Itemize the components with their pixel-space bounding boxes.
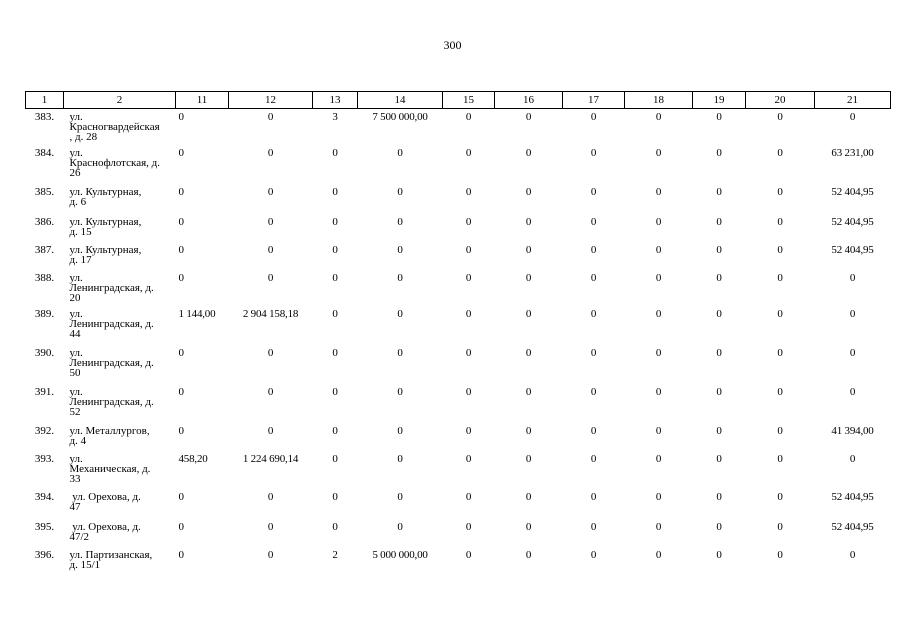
value-cell-col-20: 0	[777, 548, 783, 561]
value-cell-col-12: 2 904 158,18	[242, 307, 299, 320]
value-cell-col-19: 0	[716, 548, 722, 561]
address-line: 47/2	[69, 530, 90, 543]
value-cell-col-16: 0	[525, 490, 532, 503]
value-cell-col-21: 0	[849, 307, 856, 320]
value-cell-col-16: 0	[525, 271, 532, 284]
value-cell-col-18: 0	[655, 490, 662, 503]
address-line: Механическая, д.	[69, 462, 151, 475]
value-cell-col-18: 0	[655, 520, 662, 533]
value-cell-col-14: 7 500 000,00	[372, 111, 428, 123]
address-line: д. 15	[69, 225, 92, 238]
address-line: ул.	[69, 385, 83, 398]
value-cell-col-15: 0	[465, 307, 472, 320]
value-cell-col-13: 0	[332, 146, 338, 159]
address-cell	[64, 489, 176, 519]
value-cell-col-20: 0	[777, 490, 783, 503]
value-cell-col-20: 0	[777, 111, 783, 123]
row-number: 393.	[34, 452, 55, 465]
address-line: ул.	[69, 271, 83, 284]
value-cell-col-14: 0	[397, 146, 403, 159]
value-cell-col-13: 0	[332, 385, 338, 398]
value-cell-col-16: 0	[525, 385, 532, 398]
address-line: ул. Культурная,	[69, 243, 142, 256]
value-cell-col-21: 0	[849, 111, 856, 123]
value-cell-col-16: 0	[525, 185, 532, 198]
value-cell-col-12: 0	[267, 490, 274, 503]
value-cell-col-18: 0	[655, 215, 662, 228]
address-cell	[64, 214, 176, 242]
value-cell-col-20: 0	[777, 346, 783, 359]
value-cell-col-11: 0	[178, 385, 184, 398]
data-table	[25, 91, 891, 577]
value-cell-col-17: 0	[590, 111, 597, 123]
value-cell-col-18: 0	[655, 452, 662, 465]
address-line: д. 6	[69, 195, 87, 208]
value-cell-col-16: 0	[525, 111, 532, 123]
value-cell-col-12: 0	[267, 215, 274, 228]
address-line: 26	[69, 166, 81, 179]
address-cell	[64, 145, 176, 184]
column-header: 15	[443, 92, 495, 109]
value-cell-col-19: 0	[716, 346, 722, 359]
address-line: Ленинградская, д.	[69, 281, 154, 294]
table-row	[26, 306, 891, 345]
address-line: ул.	[69, 111, 83, 123]
table-row	[26, 270, 891, 306]
value-cell-col-19: 0	[716, 307, 722, 320]
table-row	[26, 384, 891, 423]
value-cell-col-14: 0	[397, 185, 403, 198]
value-cell-col-14: 0	[397, 490, 403, 503]
value-cell-col-18: 0	[655, 271, 662, 284]
value-cell-col-15: 0	[465, 146, 472, 159]
row-number: 384.	[34, 146, 55, 159]
value-cell-col-12: 0	[267, 385, 274, 398]
value-cell-col-17: 0	[590, 548, 597, 561]
address-cell	[64, 109, 176, 145]
value-cell-col-16: 0	[525, 452, 532, 465]
value-cell-col-20: 0	[777, 243, 783, 256]
address-line: 20	[69, 291, 81, 304]
table-row	[26, 109, 891, 145]
column-header: 1	[26, 92, 64, 109]
value-cell-col-12: 0	[267, 548, 274, 561]
table-row	[26, 423, 891, 451]
value-cell-col-11: 458,20	[178, 452, 208, 465]
row-number: 389.	[34, 307, 55, 320]
value-cell-col-13: 0	[332, 452, 338, 465]
value-cell-col-17: 0	[590, 520, 597, 533]
column-header: 14	[358, 92, 443, 109]
address-line: 33	[69, 472, 81, 485]
value-cell-col-14: 0	[397, 243, 403, 256]
address-line: ул.	[69, 146, 83, 159]
value-cell-col-16: 0	[525, 346, 532, 359]
value-cell-col-13: 0	[332, 424, 338, 437]
value-cell-col-17: 0	[590, 424, 597, 437]
address-cell	[64, 384, 176, 423]
value-cell-col-16: 0	[525, 146, 532, 159]
address-line: ул.	[69, 452, 83, 465]
value-cell-col-13: 0	[332, 185, 338, 198]
value-cell-col-21: 0	[849, 385, 856, 398]
value-cell-col-13: 2	[332, 548, 338, 561]
value-cell-col-18: 0	[655, 185, 662, 198]
value-cell-col-12: 1 224 690,14	[242, 452, 299, 465]
value-cell-col-15: 0	[465, 385, 472, 398]
value-cell-col-21: 0	[849, 271, 856, 284]
address-line: д. 17	[69, 253, 92, 266]
value-cell-col-20: 0	[777, 424, 783, 437]
value-cell-col-17: 0	[590, 146, 597, 159]
column-header: 2	[64, 92, 176, 109]
value-cell-col-13: 3	[332, 111, 338, 123]
value-cell-col-15: 0	[465, 215, 472, 228]
column-header: 17	[563, 92, 625, 109]
value-cell-col-18: 0	[655, 111, 662, 123]
address-line: Краснофлотская, д.	[69, 156, 160, 169]
value-cell-col-11: 0	[178, 548, 184, 561]
value-cell-col-17: 0	[590, 385, 597, 398]
value-cell-col-17: 0	[590, 346, 597, 359]
value-cell-col-21: 0	[849, 548, 856, 561]
value-cell-col-19: 0	[716, 243, 722, 256]
value-cell-col-11: 1 144,00	[178, 307, 216, 320]
value-cell-col-18: 0	[655, 385, 662, 398]
value-cell-col-11: 0	[178, 520, 184, 533]
address-line: , д. 28	[69, 131, 98, 143]
value-cell-col-17: 0	[590, 307, 597, 320]
value-cell-col-14: 0	[397, 424, 403, 437]
value-cell-col-21: 0	[849, 452, 856, 465]
value-cell-col-18: 0	[655, 346, 662, 359]
address-line: ул. Партизанская,	[69, 548, 153, 561]
value-cell-col-15: 0	[465, 243, 472, 256]
value-cell-col-15: 0	[465, 490, 472, 503]
value-cell-col-20: 0	[777, 146, 783, 159]
value-cell-col-11: 0	[178, 424, 184, 437]
value-cell-col-12: 0	[267, 424, 274, 437]
value-cell-col-11: 0	[178, 490, 184, 503]
table-row	[26, 214, 891, 242]
value-cell-col-20: 0	[777, 185, 783, 198]
value-cell-col-13: 0	[332, 243, 338, 256]
address-line: д. 4	[69, 434, 87, 447]
value-cell-col-13: 0	[332, 215, 338, 228]
value-cell-col-16: 0	[525, 307, 532, 320]
value-cell-col-18: 0	[655, 307, 662, 320]
value-cell-col-17: 0	[590, 215, 597, 228]
value-cell-col-12: 0	[267, 243, 274, 256]
value-cell-col-20: 0	[777, 215, 783, 228]
value-cell-col-20: 0	[777, 307, 783, 320]
table-body	[26, 109, 891, 577]
address-line: 47	[69, 500, 81, 513]
value-cell-col-12: 0	[267, 185, 274, 198]
row-number: 387.	[34, 243, 55, 256]
value-cell-col-21: 63 231,00	[831, 146, 874, 159]
table-row	[26, 547, 891, 577]
address-line: 50	[69, 366, 81, 379]
value-cell-col-12: 0	[267, 520, 274, 533]
value-cell-col-14: 0	[397, 346, 403, 359]
address-line: ул. Культурная,	[69, 215, 142, 228]
table-row	[26, 519, 891, 547]
value-cell-col-18: 0	[655, 243, 662, 256]
address-cell	[64, 184, 176, 214]
value-cell-col-15: 0	[465, 452, 472, 465]
value-cell-col-14: 0	[397, 385, 403, 398]
value-cell-col-21: 41 394,00	[831, 424, 874, 437]
value-cell-col-13: 0	[332, 307, 338, 320]
value-cell-col-21: 0	[849, 346, 856, 359]
address-cell	[64, 519, 176, 547]
value-cell-col-21: 52 404,95	[831, 215, 874, 228]
address-cell	[64, 242, 176, 270]
address-line: Ленинградская, д.	[69, 317, 154, 330]
value-cell-col-15: 0	[465, 520, 472, 533]
value-cell-col-19: 0	[716, 424, 722, 437]
value-cell-col-17: 0	[590, 185, 597, 198]
value-cell-col-19: 0	[716, 520, 722, 533]
row-number: 391.	[34, 385, 55, 398]
value-cell-col-19: 0	[716, 385, 722, 398]
page-number: 300	[443, 38, 462, 52]
address-line: ул. Орехова, д.	[69, 520, 141, 533]
value-cell-col-17: 0	[590, 243, 597, 256]
value-cell-col-14: 0	[397, 452, 403, 465]
value-cell-col-11: 0	[178, 185, 184, 198]
address-line: 44	[69, 327, 81, 340]
address-line: Ленинградская, д.	[69, 356, 154, 369]
value-cell-col-21: 52 404,95	[831, 243, 874, 256]
address-line: 52	[69, 405, 81, 418]
value-cell-col-17: 0	[590, 452, 597, 465]
address-cell	[64, 451, 176, 489]
row-number: 395.	[34, 520, 55, 533]
value-cell-col-11: 0	[178, 215, 184, 228]
table-row	[26, 345, 891, 384]
value-cell-col-17: 0	[590, 490, 597, 503]
value-cell-col-15: 0	[465, 424, 472, 437]
value-cell-col-11: 0	[178, 243, 184, 256]
value-cell-col-19: 0	[716, 271, 722, 284]
value-cell-col-15: 0	[465, 271, 472, 284]
value-cell-col-16: 0	[525, 215, 532, 228]
value-cell-col-15: 0	[465, 346, 472, 359]
value-cell-col-19: 0	[716, 146, 722, 159]
header-row	[26, 92, 891, 109]
address-cell	[64, 270, 176, 306]
value-cell-col-12: 0	[267, 346, 274, 359]
row-number: 396.	[34, 548, 55, 561]
row-number: 392.	[34, 424, 55, 437]
value-cell-col-14: 0	[397, 215, 403, 228]
address-cell	[64, 345, 176, 384]
column-header: 13	[313, 92, 358, 109]
value-cell-col-12: 0	[267, 111, 274, 123]
value-cell-col-21: 52 404,95	[831, 185, 874, 198]
table-row	[26, 451, 891, 489]
value-cell-col-14: 5 000 000,00	[372, 548, 428, 561]
column-header: 11	[176, 92, 229, 109]
row-number: 390.	[34, 346, 55, 359]
address-cell	[64, 306, 176, 345]
address-cell	[64, 547, 176, 577]
table-row	[26, 145, 891, 184]
value-cell-col-18: 0	[655, 548, 662, 561]
value-cell-col-11: 0	[178, 146, 184, 159]
value-cell-col-20: 0	[777, 452, 783, 465]
row-number: 388.	[34, 271, 55, 284]
table-row	[26, 184, 891, 214]
value-cell-col-16: 0	[525, 424, 532, 437]
value-cell-col-11: 0	[178, 111, 184, 123]
value-cell-col-15: 0	[465, 185, 472, 198]
value-cell-col-20: 0	[777, 385, 783, 398]
value-cell-col-21: 52 404,95	[831, 490, 874, 503]
value-cell-col-13: 0	[332, 490, 338, 503]
value-cell-col-16: 0	[525, 548, 532, 561]
value-cell-col-17: 0	[590, 271, 597, 284]
value-cell-col-19: 0	[716, 185, 722, 198]
value-cell-col-13: 0	[332, 346, 338, 359]
column-header: 18	[625, 92, 693, 109]
value-cell-col-19: 0	[716, 452, 722, 465]
address-cell	[64, 423, 176, 451]
value-cell-col-11: 0	[178, 271, 184, 284]
value-cell-col-19: 0	[716, 111, 722, 123]
address-line: ул. Культурная,	[69, 185, 142, 198]
address-line: ул. Орехова, д.	[69, 490, 141, 503]
column-header: 16	[495, 92, 563, 109]
column-header: 19	[693, 92, 746, 109]
address-line: Красногвардейская	[69, 121, 160, 133]
value-cell-col-20: 0	[777, 520, 783, 533]
value-cell-col-21: 52 404,95	[831, 520, 874, 533]
value-cell-col-15: 0	[465, 548, 472, 561]
row-number: 394.	[34, 490, 55, 503]
value-cell-col-14: 0	[397, 307, 403, 320]
address-line: ул.	[69, 307, 83, 320]
column-header: 20	[746, 92, 815, 109]
table-row	[26, 242, 891, 270]
value-cell-col-19: 0	[716, 215, 722, 228]
row-number: 383.	[34, 111, 55, 123]
value-cell-col-14: 0	[397, 271, 403, 284]
row-number: 385.	[34, 185, 55, 198]
value-cell-col-18: 0	[655, 424, 662, 437]
value-cell-col-11: 0	[178, 346, 184, 359]
address-line: Ленинградская, д.	[69, 395, 154, 408]
value-cell-col-16: 0	[525, 243, 532, 256]
value-cell-col-19: 0	[716, 490, 722, 503]
value-cell-col-20: 0	[777, 271, 783, 284]
address-line: ул. Металлургов,	[69, 424, 150, 437]
column-header: 21	[815, 92, 891, 109]
address-line: ул.	[69, 346, 83, 359]
value-cell-col-12: 0	[267, 271, 274, 284]
value-cell-col-16: 0	[525, 520, 532, 533]
value-cell-col-15: 0	[465, 111, 472, 123]
value-cell-col-18: 0	[655, 146, 662, 159]
value-cell-col-12: 0	[267, 146, 274, 159]
address-line: д. 15/1	[69, 558, 101, 571]
table-row	[26, 489, 891, 519]
column-header: 12	[229, 92, 313, 109]
value-cell-col-14: 0	[397, 520, 403, 533]
value-cell-col-13: 0	[332, 271, 338, 284]
row-number: 386.	[34, 215, 55, 228]
value-cell-col-13: 0	[332, 520, 338, 533]
